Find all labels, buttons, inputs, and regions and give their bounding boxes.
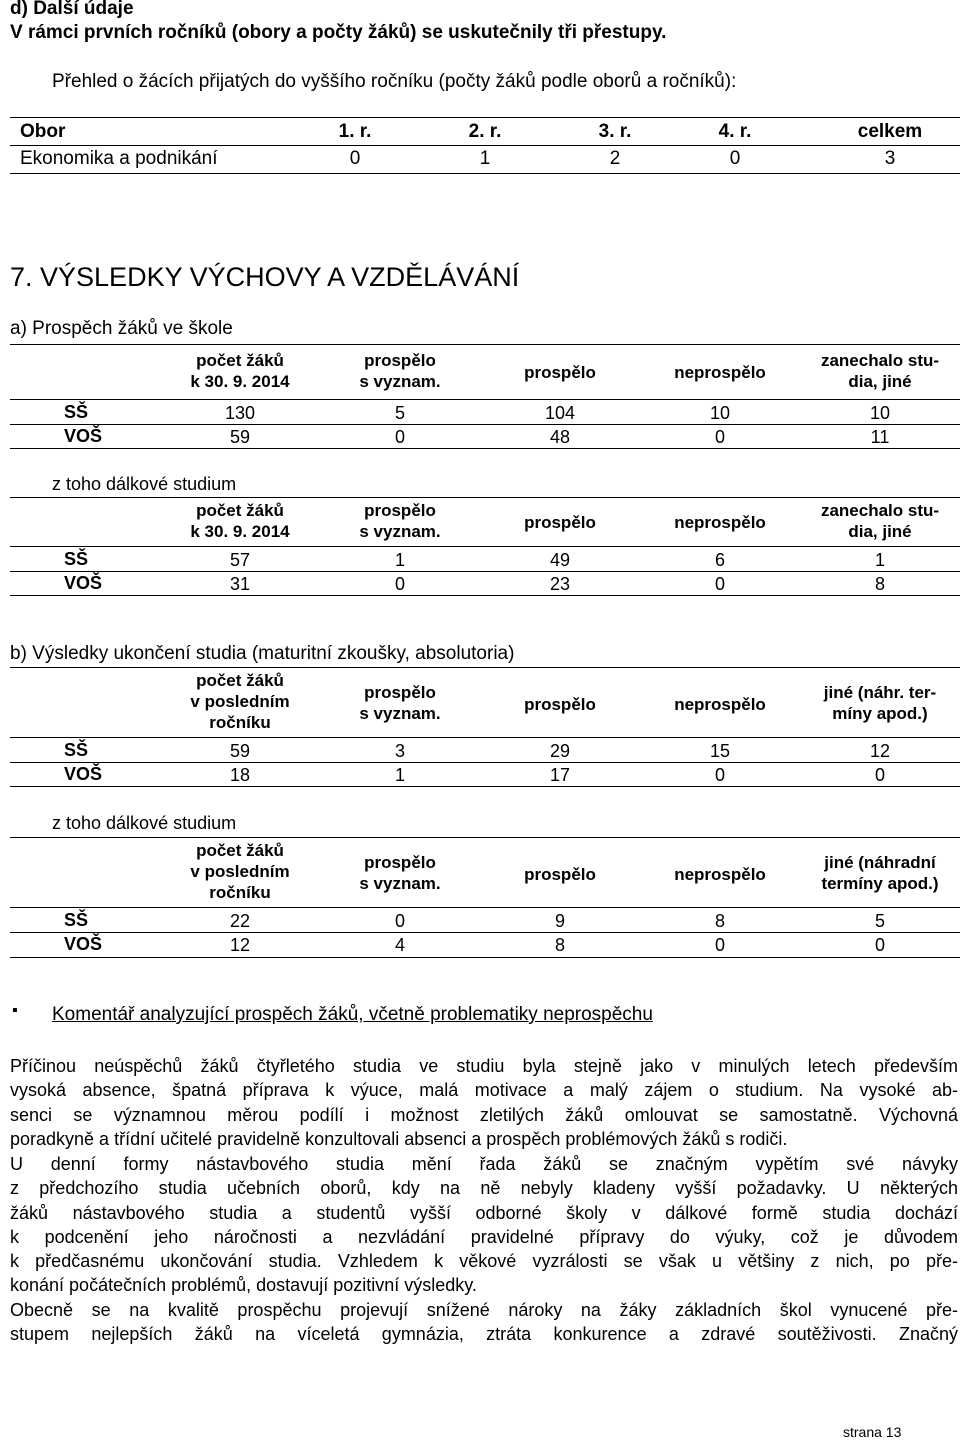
distance-study-label: z toho dálkové studium	[52, 474, 237, 494]
text-line: k podcenění jeho náročnosti a nezvládání pravidelné přípravy do výuky, což je důvodem	[10, 1226, 958, 1247]
text-line: k předčasnému ukončování studia. Vzhledem k věkové vyzrálosti se však u většiny z nich, po pře-	[10, 1251, 958, 1272]
transfer-cell: 2	[609, 148, 621, 169]
table-a-cell: 0	[714, 427, 725, 447]
header-line: prospělo	[364, 683, 436, 702]
rule	[10, 117, 960, 118]
table-b-row-label: SŠ	[64, 740, 89, 760]
table-a2-header-left	[800, 500, 960, 542]
text-line: U denní formy nástavbového studia mění řada žáků se značným vypětím své návyky	[10, 1154, 958, 1174]
text-line: stupem nejlepších žáků na víceletá gymnázia, ztráta konkurence a zdravé soutěživosti. Značný	[10, 1324, 958, 1345]
table-a-cell: 130	[224, 403, 256, 423]
text-line: poradkyně a třídní učitelé pravidelně konzultovali absenci a prospěch problémových žáků s rodiči.	[10, 1128, 788, 1149]
table-a2-cell: 49	[549, 550, 571, 570]
table-a-cell: 104	[544, 403, 576, 423]
header-line: zanechalo stu-	[820, 501, 940, 520]
table-b2-header-passed: prospělo	[524, 865, 596, 884]
table-b-header-failed: neprospělo	[674, 695, 766, 714]
table-a2-header-failed: neprospělo	[674, 513, 766, 532]
header-line: jiné (náhr. ter-	[823, 683, 937, 702]
rule	[10, 145, 960, 146]
table-a2-cell: 8	[874, 574, 885, 594]
table-b2-cell: 4	[394, 935, 405, 955]
rule	[10, 667, 960, 668]
comment-paragraph-1	[10, 1054, 958, 1151]
table-a2-cell: 0	[394, 574, 405, 594]
header-line: prospělo	[364, 351, 436, 370]
transfer-header-obor: Obor	[20, 121, 66, 142]
text-line: Příčinou neúspěchů žáků čtyřletého studia ve studiu byla stejně jako v minulých letech především	[10, 1056, 958, 1076]
table-b2-cell: 22	[229, 911, 251, 931]
table-b-cell: 1	[394, 765, 405, 785]
section-d-overview: Přehled o žácích přijatých do vyššího ročníku (počty žáků podle oborů a ročníků):	[52, 71, 737, 92]
header-line: počet žáků	[196, 351, 284, 370]
rule	[10, 546, 960, 547]
table-a-cell: 10	[709, 403, 731, 423]
header-line: k 30. 9. 2014	[190, 522, 290, 541]
text-line: žáků nástavbového studia a studentů vyšší odborné školy v dálkové formě studia dochází	[10, 1202, 958, 1223]
table-a2-row-label: VOŠ	[64, 573, 103, 593]
table-a-cell: 0	[394, 427, 405, 447]
table-b-cell: 0	[714, 765, 725, 785]
rule	[10, 762, 960, 763]
header-line: ročníku	[209, 713, 271, 732]
table-b2-cell: 8	[714, 911, 725, 931]
table-a-cell: 59	[229, 427, 251, 447]
table-a2-cell: 6	[714, 550, 725, 570]
comment-heading: Komentář analyzující prospěch žáků, včetně problematiky neprospěchu	[52, 1004, 653, 1025]
table-b-cell: 18	[229, 765, 251, 785]
rule	[10, 571, 960, 572]
table-a-header-passed: prospělo	[524, 363, 596, 382]
transfer-cell: 1	[479, 148, 491, 169]
rule	[10, 907, 960, 908]
header-line: k 30. 9. 2014	[190, 372, 290, 391]
text-line: Obecně se na kvalitě prospěchu projevují snížené nároky na žáky základních škol vynucené pře-	[10, 1300, 958, 1320]
table-a-header-left	[800, 350, 960, 392]
table-a2-cell: 1	[394, 550, 405, 570]
rule	[10, 837, 960, 838]
header-line: prospělo	[364, 501, 436, 520]
header-line: ročníku	[209, 883, 271, 902]
header-line: počet žáků	[196, 841, 284, 860]
table-a2-header-passed: prospělo	[524, 513, 596, 532]
header-line: s vyznam.	[359, 704, 441, 723]
table-b-cell: 3	[394, 741, 405, 761]
table-b-header-other	[800, 682, 960, 724]
transfer-cell: 0	[729, 148, 741, 169]
table-b-header-passed-honors	[320, 682, 480, 724]
rule	[10, 497, 960, 498]
table-b2-row-label: VOŠ	[64, 934, 103, 954]
table-a2-header-passed-honors	[320, 500, 480, 542]
rule	[10, 399, 960, 400]
table-b2-header-failed: neprospělo	[674, 865, 766, 884]
header-line: míny apod.)	[832, 704, 928, 723]
table-b2-cell: 0	[874, 935, 885, 955]
text-line: senci se významnou měrou podílí i možnost zletilých žáků omlouvat se samostatně. Výchovná	[10, 1104, 958, 1125]
table-b-header-passed: prospělo	[524, 695, 596, 714]
table-a2-cell: 31	[229, 574, 251, 594]
table-b-header-count	[160, 670, 320, 733]
comment-paragraph-3	[10, 1298, 958, 1347]
rule	[10, 344, 960, 345]
table-a-header-failed: neprospělo	[674, 363, 766, 382]
header-line: zanechalo stu-	[820, 351, 940, 370]
bullet-icon: ▪	[12, 1002, 18, 1019]
text-line: konání počátečních problémů, dostavují pozitivní výsledky.	[10, 1275, 477, 1296]
section-d-intro: V rámci prvních ročníků (obory a počty žáků) se uskutečnily tři přestupy.	[10, 22, 667, 43]
rule	[10, 737, 960, 738]
table-a2-cell: 0	[714, 574, 725, 594]
table-b-cell: 17	[549, 765, 571, 785]
rule	[10, 957, 960, 958]
text-line: z předchozího studia učebních oborů, kdy na ně nebyly kladeny vyšší požadavky. U některých	[10, 1178, 958, 1199]
table-a-row-label: SŠ	[64, 402, 89, 422]
table-b-cell: 29	[549, 741, 571, 761]
rule	[10, 448, 960, 449]
table-b2-row-label: SŠ	[64, 910, 89, 930]
table-a-row-label: VOŠ	[64, 426, 103, 446]
header-line: s vyznam.	[359, 522, 441, 541]
table-b-cell: 12	[869, 741, 891, 761]
table-b2-cell: 9	[554, 911, 565, 931]
table-b2-cell: 8	[554, 935, 565, 955]
table-b-cell: 0	[874, 765, 885, 785]
table-b-cell: 15	[709, 741, 731, 761]
rule	[10, 173, 960, 174]
transfer-header-4r: 4. r.	[718, 121, 752, 142]
transfer-header-celkem: celkem	[857, 121, 923, 142]
table-a2-cell: 1	[874, 550, 885, 570]
transfer-header-2r: 2. r.	[468, 121, 502, 142]
table-a-header-passed-honors	[320, 350, 480, 392]
header-line: termíny apod.)	[821, 874, 939, 893]
header-line: s vyznam.	[359, 874, 441, 893]
text-line: vysoká absence, špatná příprava k výuce, malá motivace a malý zájem o studium. Na vysoké ab-	[10, 1080, 958, 1101]
section-b-title: b) Výsledky ukončení studia (maturitní zkoušky, absolutoria)	[10, 643, 515, 664]
table-a2-cell: 23	[549, 574, 571, 594]
rule	[10, 595, 960, 596]
transfer-header-1r: 1. r.	[338, 121, 372, 142]
table-b-row-label: VOŠ	[64, 764, 103, 784]
table-b-cell: 59	[229, 741, 251, 761]
section-a-title: a) Prospěch žáků ve škole	[10, 318, 233, 339]
section-d-heading: d) Další údaje	[10, 0, 134, 19]
header-line: dia, jiné	[848, 372, 912, 391]
rule	[10, 786, 960, 787]
table-b2-cell: 0	[714, 935, 725, 955]
table-b2-cell: 5	[874, 911, 885, 931]
rule	[10, 932, 960, 933]
transfer-cell: 3	[884, 148, 896, 169]
header-line: v posledním	[190, 862, 290, 881]
transfer-cell: 0	[349, 148, 361, 169]
header-line: v posledním	[190, 692, 290, 711]
table-a-cell: 11	[870, 427, 890, 447]
header-line: prospělo	[364, 853, 436, 872]
table-a-cell: 48	[549, 427, 571, 447]
table-b2-cell: 0	[394, 911, 405, 931]
section-7-title: 7. VÝSLEDKY VÝCHOVY A VZDĚLÁVÁNÍ	[10, 262, 520, 292]
table-b2-header-count	[160, 840, 320, 903]
transfer-header-3r: 3. r.	[598, 121, 632, 142]
page-number: strana 13	[843, 1424, 902, 1440]
table-a2-cell: 57	[229, 550, 251, 570]
table-a2-header-count	[160, 500, 320, 542]
header-line: s vyznam.	[359, 372, 441, 391]
header-line: jiné (náhradní	[824, 853, 936, 872]
table-a-header-count	[160, 350, 320, 392]
table-a-cell: 10	[869, 403, 891, 423]
rule	[10, 424, 960, 425]
header-line: počet žáků	[196, 501, 284, 520]
table-b2-header-passed-honors	[320, 852, 480, 894]
table-a-cell: 5	[394, 403, 405, 423]
table-b2-cell: 12	[229, 935, 251, 955]
table-b2-header-other	[800, 852, 960, 894]
header-line: počet žáků	[196, 671, 284, 690]
header-line: dia, jiné	[848, 522, 912, 541]
distance-study-label: z toho dálkové studium	[52, 813, 237, 833]
transfer-cell-obor: Ekonomika a podnikání	[20, 148, 218, 169]
comment-paragraph-2	[10, 1152, 958, 1298]
table-a2-row-label: SŠ	[64, 549, 89, 569]
